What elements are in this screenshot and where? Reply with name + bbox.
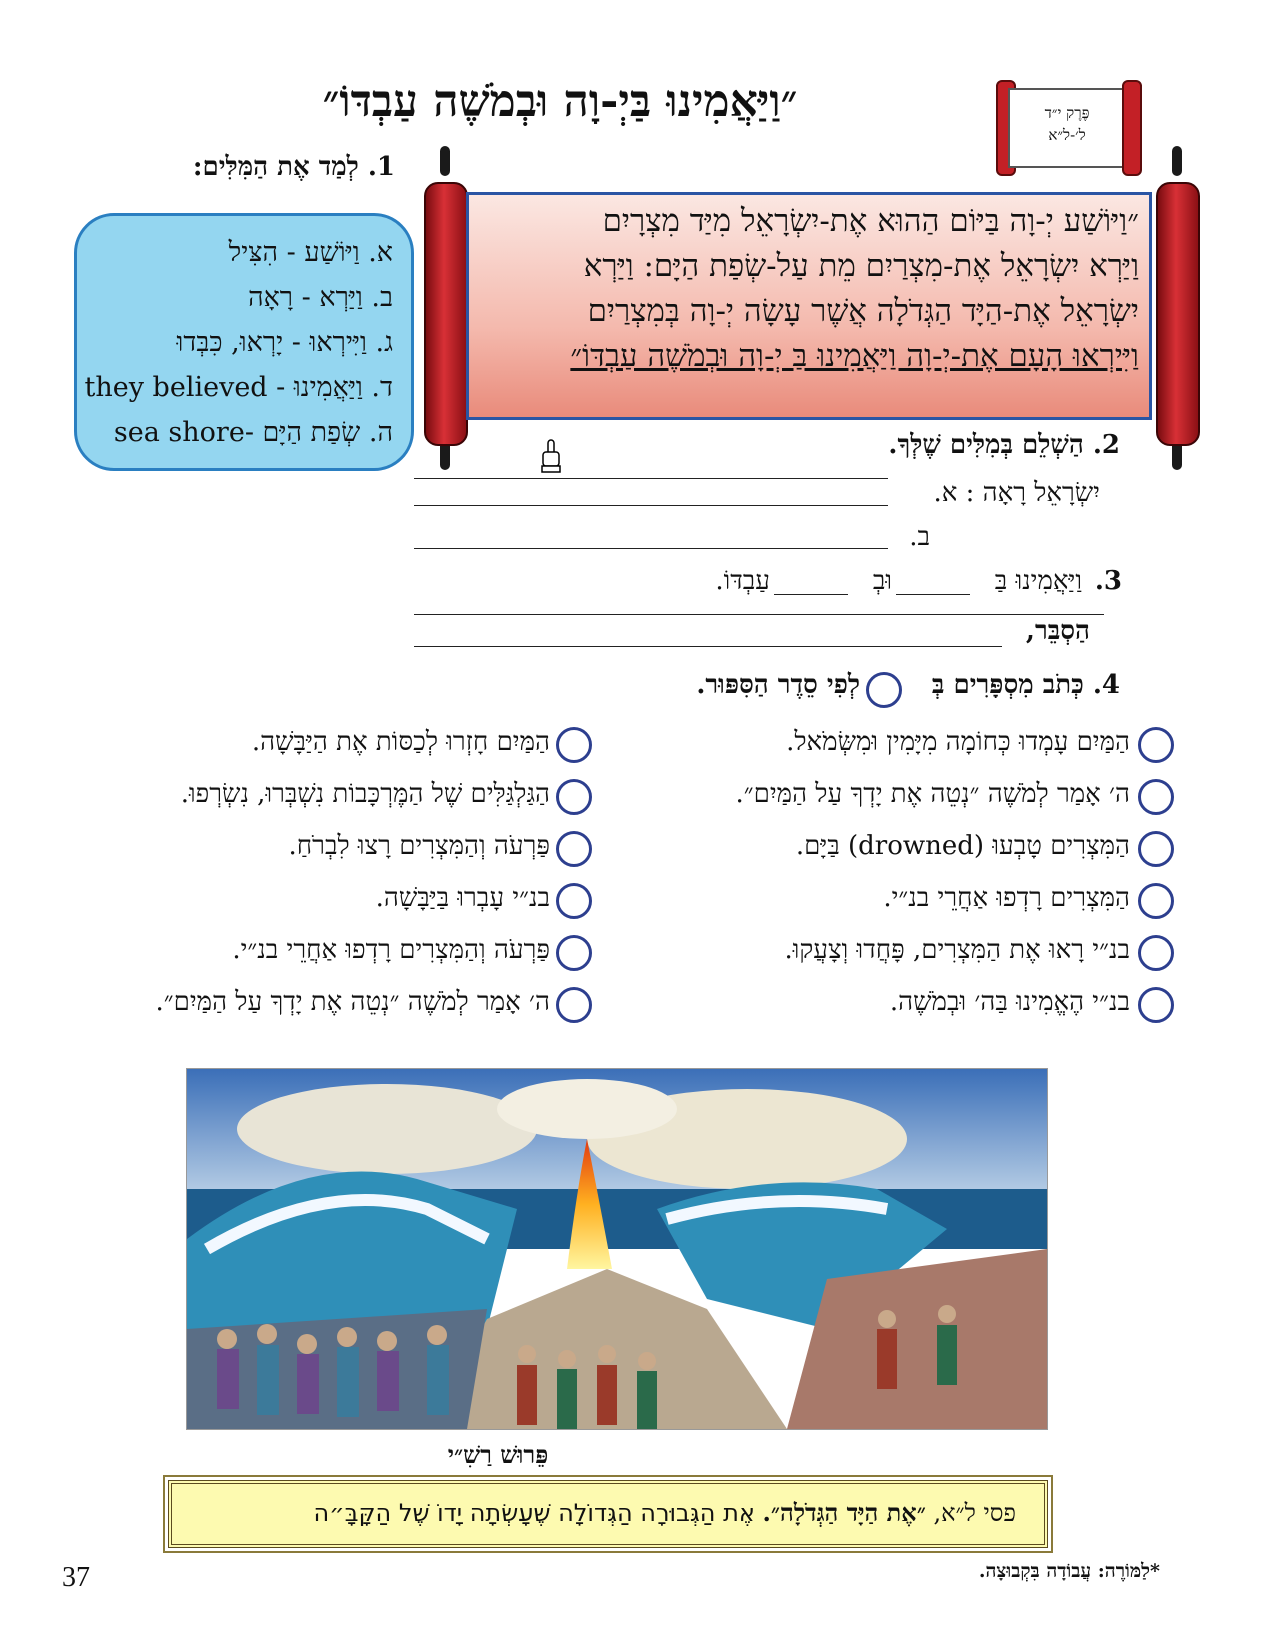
- sequence-option: בנ״י רָאוּ אֶת הַמִּצְרִים, פָּחֲדוּ וְצָעֲקוּ.: [784, 935, 1130, 965]
- q3-text-part2: וּבְ: [872, 566, 892, 596]
- perek-scroll: [988, 78, 1146, 176]
- scroll-line: וַיִּירְאוּ הָעָם אֶת-יְ-וָה וַיַּאֲמִינוּ בַּ יְ-וָה וּבְמֹשֶׁה עַבְדּוֹ״: [570, 338, 1139, 374]
- order-number-circle[interactable]: [556, 831, 592, 867]
- q2-heading: 2. הַשְׁלֵם בְּמִלִּים שֶׁלְּךָ.: [888, 430, 1120, 460]
- pointing-hand-icon: [538, 438, 564, 474]
- order-number-circle[interactable]: [1138, 831, 1174, 867]
- q2-prompt-b: ב.: [909, 522, 930, 552]
- teacher-note: *לַמּוֹרֶה: עֲבוֹדָה בִּקְבוּצָה.: [978, 1560, 1160, 1582]
- vocab-item: ג. וַיִּירְאוּ - יָרְאוּ, כִּבְּדוּ: [176, 327, 393, 358]
- rashi-box: [168, 1480, 1048, 1548]
- sequence-option: הַמַּיִם עָמְדוּ כְּחוֹמָה מִיָּמִין וּמִשְּׂמֹאל.: [786, 727, 1130, 757]
- fill-blank-line[interactable]: [896, 594, 970, 595]
- rashi-quote: ״אֶת הַיָּד הַגְּדֹלָה״.: [762, 1498, 926, 1527]
- answer-line[interactable]: [414, 548, 888, 549]
- sequence-option: פַּרְעֹה וְהַמִּצְרִים רָדְפוּ אַחֲרֵי בנ״י.: [232, 935, 550, 965]
- answer-line[interactable]: [414, 646, 1002, 647]
- fill-blank-line[interactable]: [774, 594, 848, 595]
- q1-heading: 1. לְמַד אֶת הַמִּלִּים:: [192, 152, 395, 182]
- sequence-option: ה׳ אָמַר לְמֹשֶׁה ״נְטֵה אֶת יָדְךָ עַל הַמַּיִם״.: [155, 987, 550, 1017]
- rashi-text: אֶת הַגְּבוּרָה הַגְּדוֹלָה שֶׁעָשְׂתָה יָדוֹ שֶׁל הַקָּבָּ״ה: [313, 1499, 763, 1527]
- scroll-line: וַיַּרְא יִשְׂרָאֵל אֶת-מִצְרַיִם מֵת עַל-שְׂפַת הַיָּם: וַיַּרְא: [583, 248, 1139, 284]
- vocab-item: ה. שְׂפַת הַיָּם -sea shore: [113, 417, 393, 448]
- sequence-option: הַמַּיִם חָזְרוּ לְכַסּוֹת אֶת הַיַּבָּשָׁה.: [251, 727, 550, 757]
- scroll-knob: [440, 146, 450, 176]
- sequence-option: הַמִּצְרִים טָבְעוּ (drowned) בַּיָּם.: [795, 831, 1130, 861]
- order-number-circle[interactable]: [556, 935, 592, 971]
- order-number-circle[interactable]: [1138, 935, 1174, 971]
- perek-label: [1008, 88, 1126, 168]
- answer-line[interactable]: [414, 478, 888, 479]
- vocab-item: ד. וַיַּאֲמִינוּ - they believed: [84, 372, 393, 403]
- q2-prompt-a: יִשְׂרָאֵל רָאָה : א.: [933, 478, 1100, 508]
- vocab-box: [74, 213, 414, 471]
- q3-number: 3.: [1094, 566, 1122, 596]
- vocab-item: א. וַיּוֹשַׁע - הִצִּיל: [228, 237, 393, 268]
- page-number: 37: [62, 1562, 90, 1593]
- sequence-option: הַגַּלְגַּלִּים שֶׁל הַמֶּרְכָּבוֹת נִשְׁבְּרוּ, נִשְׂרְפוּ.: [180, 779, 550, 809]
- order-number-circle[interactable]: [1138, 779, 1174, 815]
- q3-text-part3: עַבְדּוֹ.: [715, 566, 770, 596]
- order-number-circle[interactable]: [556, 987, 592, 1023]
- page-title: ״וַיַּאֲמִינוּ בַּיְ-וָה וּבְמֹשֶׁה עַבְדּוֹ״: [322, 76, 798, 127]
- order-number-circle[interactable]: [1138, 883, 1174, 919]
- perek-verses: ל׳-ל״א: [1048, 126, 1086, 144]
- answer-line[interactable]: [414, 614, 1104, 615]
- sequence-option: בנ״י עָבְרוּ בַּיַּבָּשָׁה.: [375, 883, 550, 913]
- order-number-circle[interactable]: [556, 883, 592, 919]
- scroll-line: יִשְׂרָאֵל אֶת-הַיָּד הַגְּדֹלָה אֲשֶׁר עָשָׂה יְ-וָה בְּמִצְרַיִם: [587, 293, 1139, 329]
- rashi-heading: פֵּרוּשׁ רַשִׁ״י: [447, 1440, 549, 1469]
- scroll-rod-left: [424, 182, 468, 446]
- scroll-rod-right: [1122, 80, 1142, 176]
- scroll-rod-right: [1156, 182, 1200, 446]
- sequence-option: פַּרְעֹה וְהַמִּצְרִים רָצוּ לִבְרֹחַ.: [288, 831, 550, 861]
- scroll-line: ״וַיּוֹשַׁע יְ-וָה בַּיּוֹם הַהוּא אֶת-יִשְׂרָאֵל מִיַּד מִצְרָיִם: [602, 203, 1139, 239]
- rashi-prefix: פסי ל״א,: [925, 1499, 1016, 1527]
- vocab-item: ב. וַיַּרְא - רָאָה: [248, 282, 393, 313]
- torah-scroll-text: [466, 192, 1152, 420]
- answer-line[interactable]: [414, 505, 888, 506]
- sequence-option: ה׳ אָמַר לְמֹשֶׁה ״נְטֵה אֶת יָדְךָ עַל הַמַּיִם״.: [735, 779, 1130, 809]
- q3-explain-label: הַסְבֵּר,: [1025, 616, 1090, 646]
- order-number-circle[interactable]: [556, 779, 592, 815]
- scroll-knob: [1172, 146, 1182, 176]
- q4-heading-cont: לְפִי סֵדֶר הַסִּפּוּר.: [696, 670, 860, 700]
- q3-text-part1: וַיַּאֲמִינוּ בַּ: [994, 566, 1082, 596]
- sequence-option: הַמִּצְרִים רָדְפוּ אַחֲרֵי בנ״י.: [883, 883, 1130, 913]
- order-number-circle[interactable]: [1138, 727, 1174, 763]
- red-sea-painting: [186, 1068, 1048, 1430]
- q4-heading: 4. כְּתֹב מִסְפָּרִים בְּ: [931, 670, 1120, 700]
- perek-chapter: פֶּרֶק י״ד: [1044, 104, 1090, 122]
- sequence-option: בנ״י הֶאֱמִינוּ בַּה׳ וּבְמֹשֶׁה.: [889, 987, 1130, 1017]
- circle-icon: [866, 672, 902, 708]
- order-number-circle[interactable]: [1138, 987, 1174, 1023]
- order-number-circle[interactable]: [556, 727, 592, 763]
